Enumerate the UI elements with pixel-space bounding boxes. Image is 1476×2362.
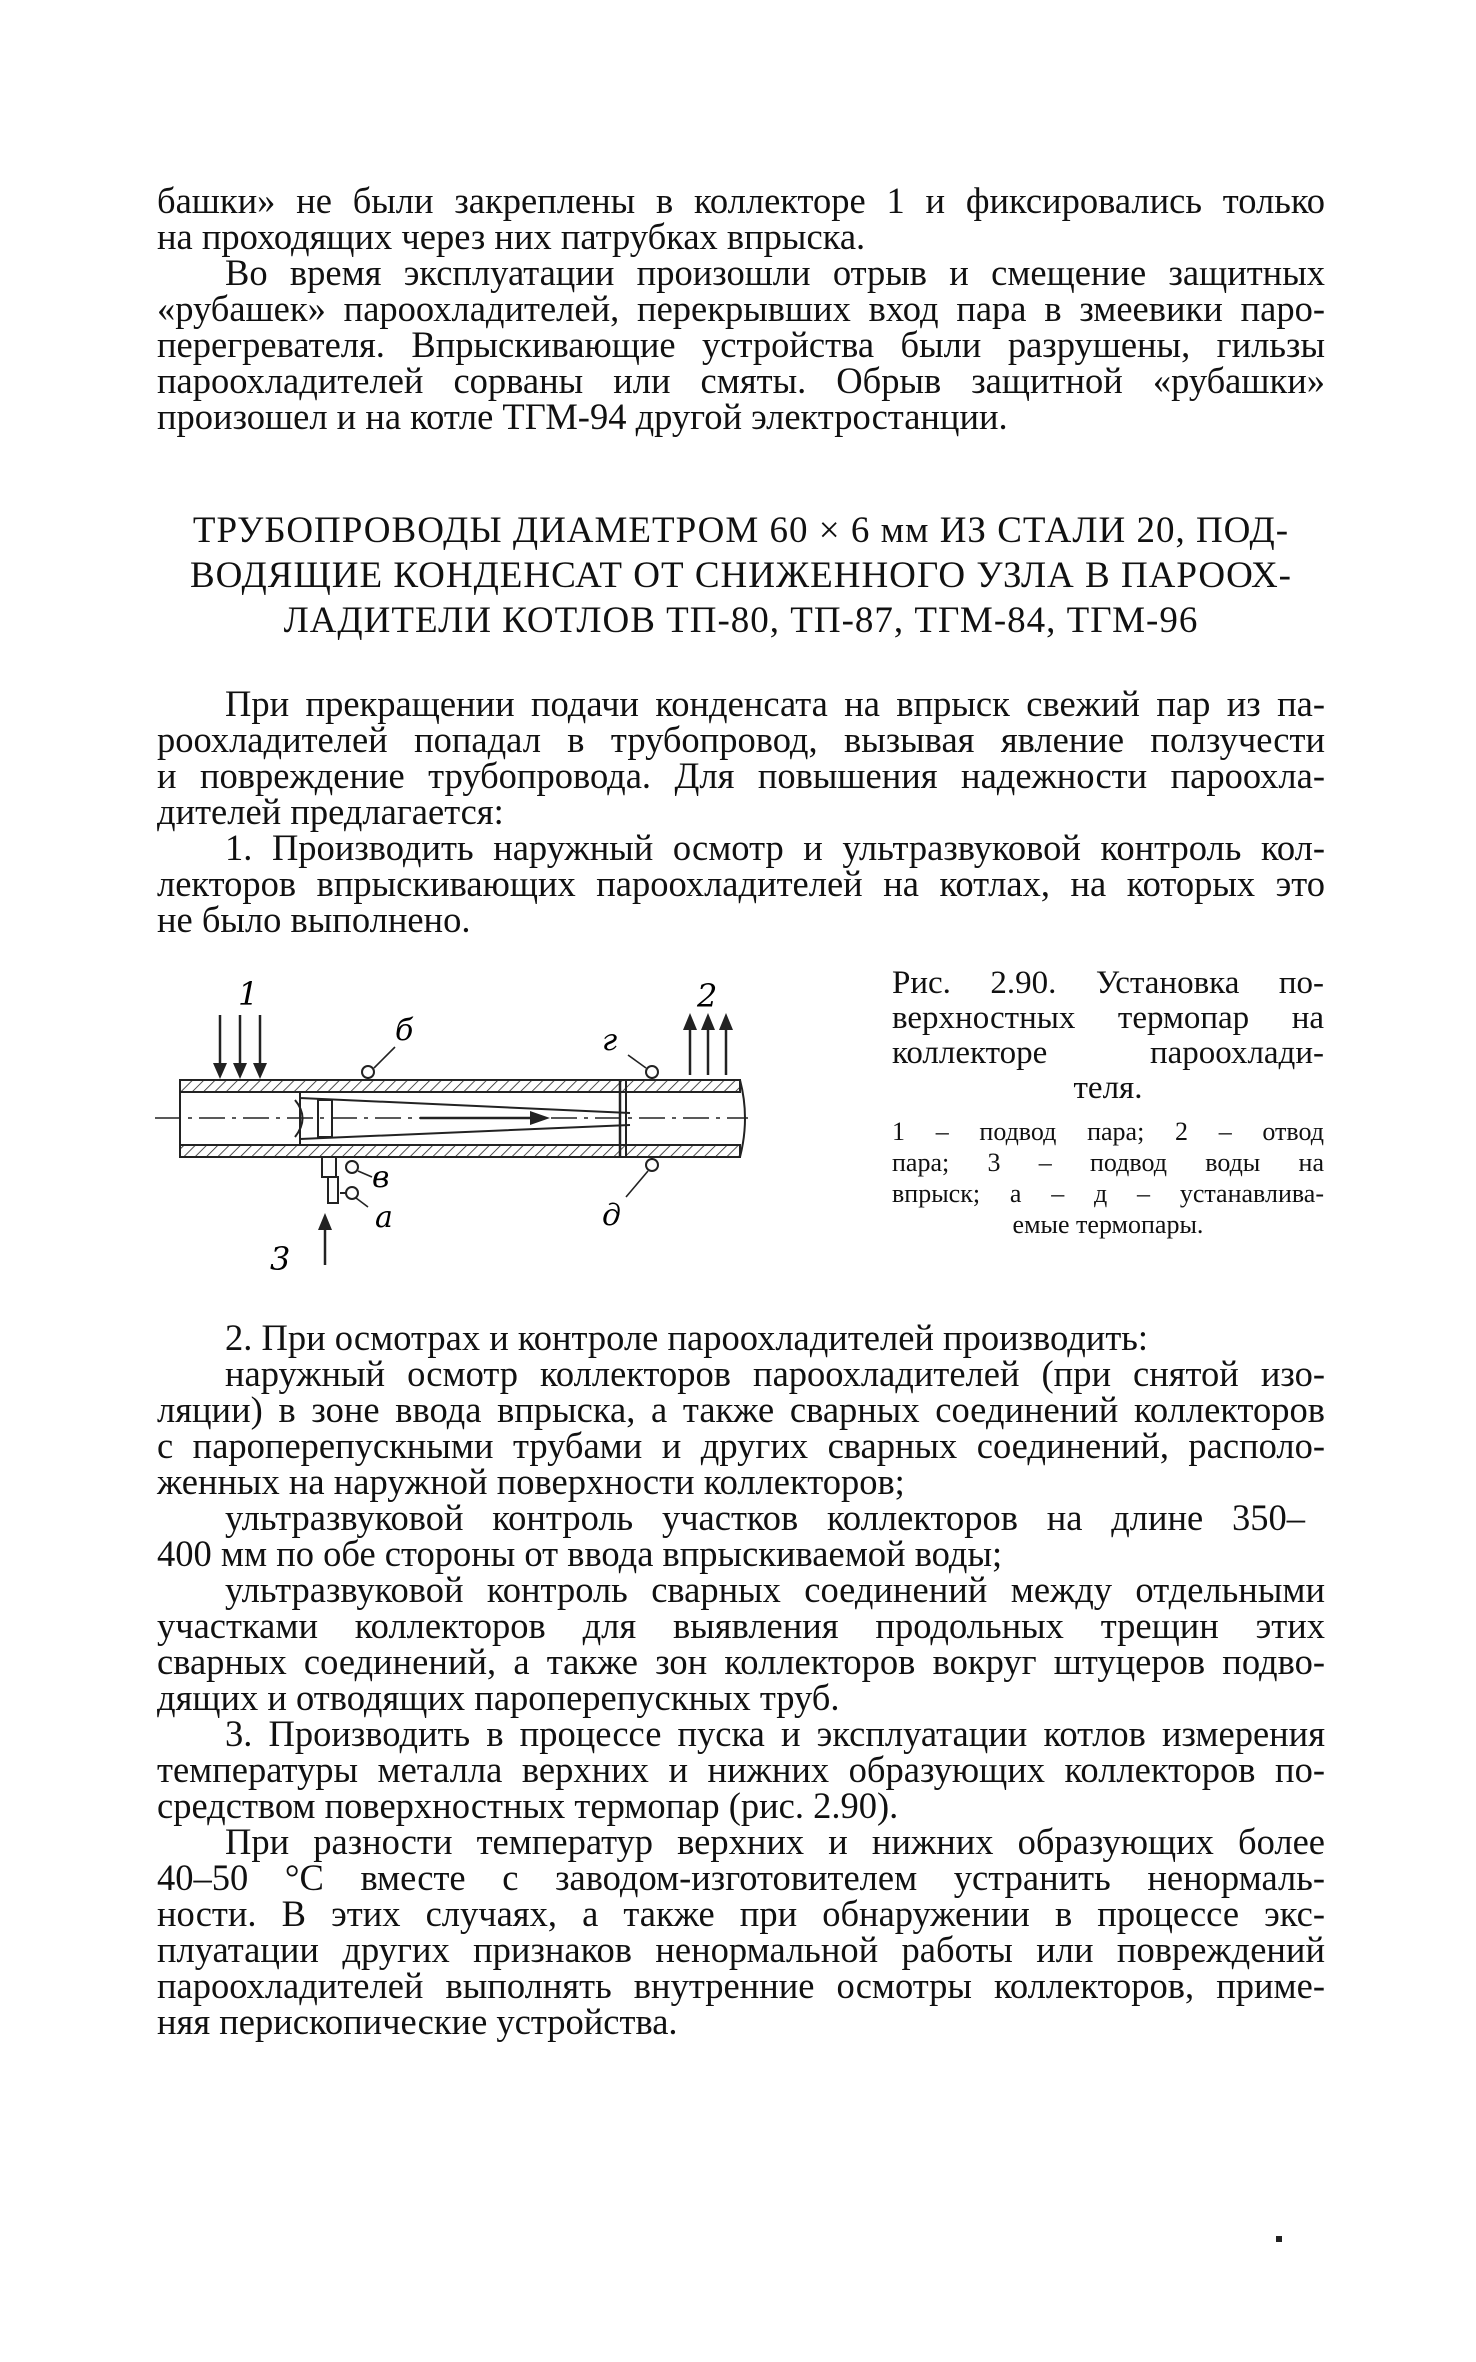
water-inlet-stub: [318, 1157, 338, 1265]
label-tc-d: д: [602, 1198, 622, 1233]
label-tc-b: б: [395, 1013, 414, 1048]
caption-legend: [892, 1116, 1324, 1240]
text-line: 400 мм по обе стороны от ввода впрыскиваемой воды;: [157, 1533, 1003, 1574]
legend-line: емые термопары.: [1012, 1210, 1204, 1239]
text-line: Во время эксплуатации произошли отрыв и смещение защитных: [225, 252, 1325, 293]
label-tc-v: в: [372, 1160, 390, 1195]
steam-inlet-arrows: [213, 1015, 267, 1079]
steam-outlet-arrows: [683, 1013, 733, 1075]
label-tc-g: г: [602, 1023, 618, 1058]
text-line: 40–50 °С вместе с заводом-изготовителем устранить ненормаль-: [157, 1857, 1325, 1898]
caption-line: верхностных термопар на: [892, 1000, 1324, 1036]
legend-line: 1 – подвод пара; 2 – отвод: [892, 1117, 1324, 1146]
item-2: [157, 1317, 1325, 1358]
thermocouple-g: [628, 1055, 658, 1081]
heading-line: ТРУБОПРОВОДЫ ДИАМЕТРОМ 60 × 6 мм ИЗ СТАЛИ 20, ПОД-: [192, 510, 1290, 551]
text-line: не было выполнено.: [157, 899, 471, 940]
text-line: ляции) в зоне ввода впрыска, а также сварных соединений коллекторов: [157, 1389, 1325, 1430]
paragraph-2: [157, 252, 1325, 437]
figure-caption: [892, 966, 1324, 1240]
item-1: [157, 827, 1325, 940]
text-line: на проходящих через них патрубках впрыска.: [157, 216, 866, 257]
text-line: женных на наружной поверхности коллекторов;: [157, 1461, 905, 1502]
label-outlet-steam: 2: [697, 977, 718, 1015]
thermocouple-v: [346, 1161, 372, 1177]
text-line: плуатации других признаков ненормальной работы или повреждений: [157, 1929, 1325, 1970]
paragraph-last: [157, 1821, 1325, 2042]
label-tc-a: а: [375, 1200, 393, 1235]
paragraph-3: [157, 683, 1325, 832]
text-line: с пароперепускными трубами и других сварных соединений, располо-: [157, 1425, 1325, 1466]
item-2-a: [157, 1353, 1325, 1502]
section-heading: [157, 508, 1325, 643]
heading-line: ВОДЯЩИЕ КОНДЕНСАТ ОТ СНИЖЕННОГО УЗЛА В ПАРООХ-: [190, 555, 1292, 596]
pipe-lower-wall: [180, 1145, 740, 1157]
text-line: ности. В этих случаях, а также при обнаружении в процессе экс-: [157, 1893, 1325, 1934]
pipe-upper-wall: [180, 1080, 740, 1092]
text-line: сварных соединений, а также зон коллекторов вокруг штуцеров подво-: [157, 1641, 1325, 1682]
item-3: [157, 1713, 1325, 1826]
label-inlet-steam: 1: [238, 975, 259, 1013]
thermocouple-d: [626, 1157, 658, 1197]
heading-line: ЛАДИТЕЛИ КОТЛОВ ТП-80, ТП-87, ТГМ-84, ТГМ-96: [283, 600, 1199, 641]
text-line: произошел и на котле ТГМ-94 другой электростанции.: [157, 396, 1008, 437]
text-line: 2. При осмотрах и контроле пароохладителей производить:: [225, 1317, 1149, 1358]
text-line: роохладителей попадал в трубопровод, вызывая явление ползучести: [157, 719, 1325, 760]
text-line: участками коллекторов для выявления продольных трещин этих: [157, 1605, 1325, 1646]
text-line: наружный осмотр коллекторов пароохладителей (при снятой изо-: [225, 1353, 1325, 1394]
caption-title: [892, 966, 1324, 1106]
text-line: ультразвуковой контроль участков коллекторов на длине 350–: [225, 1497, 1305, 1538]
label-water-inlet: 3: [270, 1240, 291, 1275]
item-2-b: [157, 1497, 1325, 1574]
text-line: «рубашек» пароохладителей, перекрывших вход пара в змеевики паро-: [157, 288, 1325, 329]
legend-line: пара; 3 – подвод воды на: [892, 1148, 1324, 1177]
thermocouple-a: [340, 1187, 368, 1207]
item-2-c: [157, 1569, 1325, 1718]
caption-line: Рис. 2.90. Установка по-: [892, 965, 1324, 1001]
caption-line: коллекторе пароохлади-: [892, 1035, 1324, 1071]
text-line: При разности температур верхних и нижних образующих более: [225, 1821, 1325, 1862]
text-line: и повреждение трубопровода. Для повышения надежности пароохла-: [157, 755, 1325, 796]
text-line: башки» не были закреплены в коллекторе 1 и фиксировались только: [157, 180, 1325, 221]
text-line: 3. Производить в процессе пуска и эксплуатации котлов измерения: [225, 1713, 1325, 1754]
text-line: 1. Производить наружный осмотр и ультразвуковой контроль кол-: [225, 827, 1325, 868]
text-line: перегревателя. Впрыскивающие устройства были разрушены, гильзы: [157, 324, 1325, 365]
flow-arrow: [530, 1111, 550, 1125]
thermocouple-b: [362, 1047, 395, 1081]
legend-line: впрыск; а – д – устанавлива-: [892, 1179, 1324, 1208]
scan-speck: [1276, 2236, 1282, 2242]
text-line: температуры металла верхних и нижних образующих коллекторов по-: [157, 1749, 1325, 1790]
desuperheater-diagram: [150, 975, 750, 1275]
text-line: няя перископические устройства.: [157, 2001, 678, 2042]
top-paragraph: [157, 180, 1325, 257]
text-line: пароохладителей выполнять внутренние осмотры коллекторов, приме-: [157, 1965, 1325, 2006]
text-line: ультразвуковой контроль сварных соединений между отдельными: [225, 1569, 1325, 1610]
text-line: пароохладителей сорваны или смяты. Обрыв защитной «рубашки»: [157, 360, 1325, 401]
caption-line: теля.: [1073, 1070, 1143, 1106]
text-line: дящих и отводящих пароперепускных труб.: [157, 1677, 840, 1718]
text-line: дителей предлагается:: [157, 791, 504, 832]
text-line: При прекращении подачи конденсата на впрыск свежий пар из па-: [225, 683, 1325, 724]
text-line: средством поверхностных термопар (рис. 2.90).: [157, 1785, 899, 1826]
text-line: лекторов впрыскивающих пароохладителей на котлах, на которых это: [157, 863, 1325, 904]
